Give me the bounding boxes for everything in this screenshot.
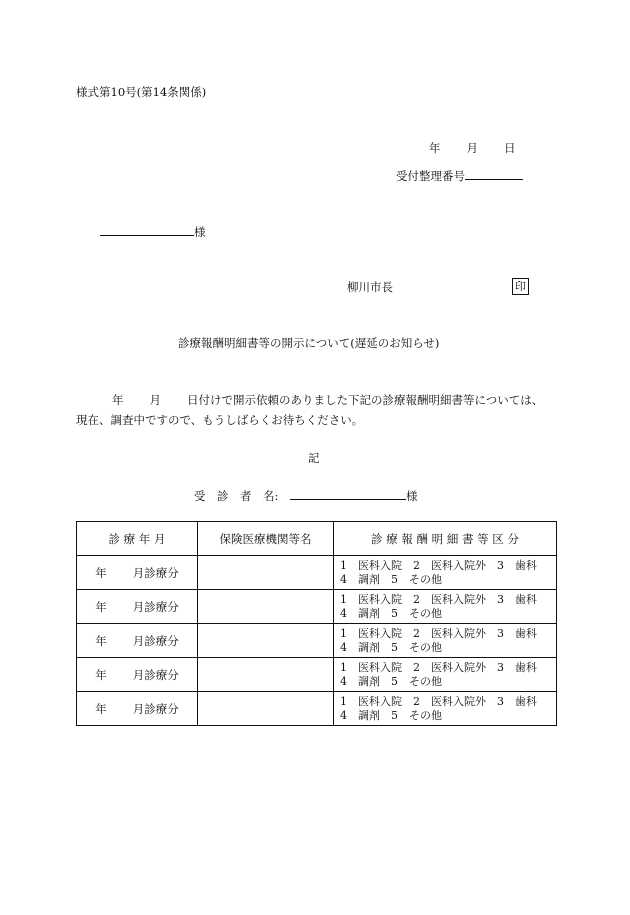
body-month: 月 xyxy=(149,393,161,407)
category-line-2: 4 調剤 5 その他 xyxy=(340,708,442,722)
addressee-blank xyxy=(100,225,194,236)
sender: 柳川市長 xyxy=(347,280,393,294)
institution-cell xyxy=(198,624,334,658)
receipt-number xyxy=(396,169,523,184)
institution-cell xyxy=(198,692,334,726)
treatment-month-cell xyxy=(77,658,198,692)
category-line-1: 1 医科入院 2 医科入院外 3 歯科 xyxy=(340,660,537,674)
receipt-number-blank xyxy=(465,169,523,180)
date-day: 日 xyxy=(504,141,516,155)
row-month: 月診療分 xyxy=(132,701,179,716)
row-month: 月診療分 xyxy=(132,667,179,682)
category-line-1: 1 医科入院 2 医科入院外 3 歯科 xyxy=(340,592,537,606)
patient-suffix: 様 xyxy=(406,489,418,503)
treatment-month-cell xyxy=(77,624,198,658)
header-treatment-month: 診 療 年 月 xyxy=(77,522,198,556)
treatment-month-cell xyxy=(77,556,198,590)
body-text-1: 日付けで開示依頼のありました下記の診療報酬明細書等については、 xyxy=(187,393,544,407)
category-line-1: 1 医科入院 2 医科入院外 3 歯科 xyxy=(340,626,537,640)
row-month: 月診療分 xyxy=(132,565,179,580)
ki-heading: 記 xyxy=(308,451,320,465)
category-cell xyxy=(334,692,557,726)
patient-name-blank xyxy=(290,489,406,500)
table-row xyxy=(77,658,557,692)
row-month: 月診療分 xyxy=(132,599,179,614)
category-cell xyxy=(334,590,557,624)
row-month: 月診療分 xyxy=(132,633,179,648)
institution-cell xyxy=(198,556,334,590)
row-year: 年 xyxy=(95,701,107,716)
table-row xyxy=(77,624,557,658)
category-line-2: 4 調剤 5 その他 xyxy=(340,572,442,586)
header-institution: 保険医療機関等名 xyxy=(198,522,334,556)
header-category: 診 療 報 酬 明 細 書 等 区 分 xyxy=(334,522,557,556)
treatment-month-cell xyxy=(77,590,198,624)
category-line-1: 1 医科入院 2 医科入院外 3 歯科 xyxy=(340,558,537,572)
patient-name-row xyxy=(194,489,418,504)
table-row xyxy=(77,556,557,590)
category-line-1: 1 医科入院 2 医科入院外 3 歯科 xyxy=(340,694,537,708)
category-line-2: 4 調剤 5 その他 xyxy=(340,674,442,688)
body-year: 年 xyxy=(112,393,124,407)
category-line-2: 4 調剤 5 その他 xyxy=(340,640,442,654)
document-title: 診療報酬明細書等の開示について(遅延のお知らせ) xyxy=(178,336,440,350)
institution-cell xyxy=(198,658,334,692)
table-header-row xyxy=(77,522,557,556)
addressee-suffix: 様 xyxy=(194,225,206,239)
treatment-month-cell xyxy=(77,692,198,726)
seal-mark: 印 xyxy=(512,278,529,295)
patient-label: 受 診 者 名: xyxy=(194,489,279,503)
category-cell xyxy=(334,624,557,658)
details-table xyxy=(76,521,557,726)
body-line-2: 現在、調査中ですので、もうしばらくお待ちください。 xyxy=(76,413,364,427)
date-year: 年 xyxy=(429,141,441,155)
category-cell xyxy=(334,658,557,692)
institution-cell xyxy=(198,590,334,624)
table-row xyxy=(77,692,557,726)
receipt-number-label: 受付整理番号 xyxy=(396,169,465,183)
table-row xyxy=(77,590,557,624)
row-year: 年 xyxy=(95,565,107,580)
date-month: 月 xyxy=(466,141,478,155)
category-line-2: 4 調剤 5 その他 xyxy=(340,606,442,620)
addressee xyxy=(100,225,206,240)
row-year: 年 xyxy=(95,633,107,648)
date-line xyxy=(429,142,516,156)
category-cell xyxy=(334,556,557,590)
form-number: 様式第10号(第14条関係) xyxy=(76,85,207,99)
row-year: 年 xyxy=(95,667,107,682)
body-line-1 xyxy=(112,394,543,408)
row-year: 年 xyxy=(95,599,107,614)
